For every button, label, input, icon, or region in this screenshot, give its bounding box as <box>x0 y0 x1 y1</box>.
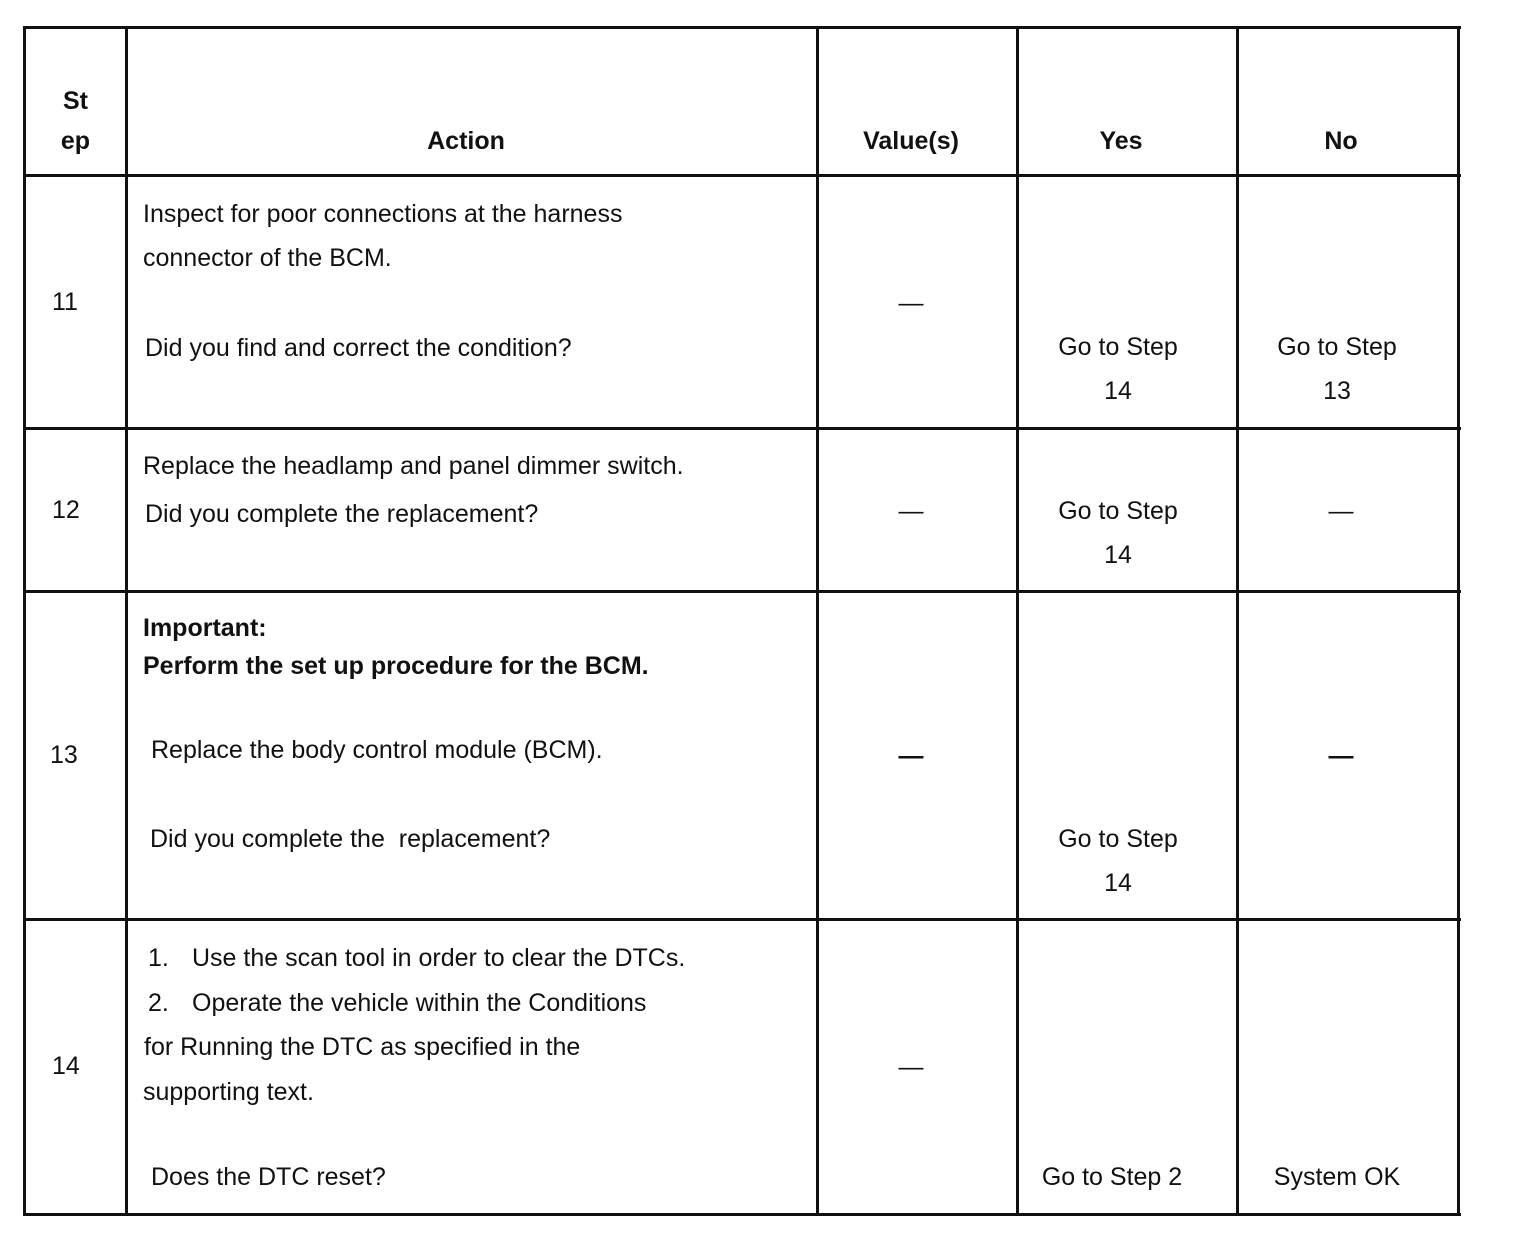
important-text: Perform the set up procedure for the BCM. <box>143 652 649 680</box>
header-row-divider <box>23 174 1461 177</box>
step-number: 12 <box>52 496 80 524</box>
list-item-number: 1. <box>148 944 169 972</box>
value-dash: — <box>898 289 924 317</box>
yes-result-line: 14 <box>1104 541 1132 569</box>
yes-result <box>1019 332 1217 406</box>
header-step-line1: St <box>63 87 88 115</box>
list-item-text: Use the scan tool in order to clear the DTCs. <box>192 944 686 972</box>
header-values: Value(s) <box>863 127 959 155</box>
action-text: Replace the headlamp and panel dimmer switch. <box>143 452 684 480</box>
yes-result <box>1019 824 1217 898</box>
header-no: No <box>1324 127 1358 155</box>
table-border-left <box>23 26 26 1216</box>
column-divider <box>125 26 128 1216</box>
action-question: Did you complete the replacement? <box>150 825 551 853</box>
column-divider <box>1236 26 1239 1216</box>
step-number: 14 <box>52 1052 80 1080</box>
value-dash: — <box>898 742 924 770</box>
action-text: connector of the BCM. <box>143 244 392 272</box>
table-border-right <box>1457 26 1460 1216</box>
row-divider <box>23 918 1461 921</box>
list-item-number: 2. <box>148 989 169 1017</box>
action-question: Did you complete the replacement? <box>145 500 539 528</box>
action-text: Inspect for poor connections at the harness <box>143 200 623 228</box>
header-action: Action <box>427 127 505 155</box>
table-border-bottom <box>23 1213 1461 1216</box>
action-text: Replace the body control module (BCM). <box>151 736 603 764</box>
yes-result: Go to Step 2 <box>1041 1163 1183 1191</box>
yes-result-line: 14 <box>1104 869 1132 897</box>
no-result <box>1239 332 1435 406</box>
header-yes: Yes <box>1099 127 1143 155</box>
yes-result-line: Go to Step <box>1058 825 1178 853</box>
action-question: Does the DTC reset? <box>151 1163 386 1191</box>
no-result: System OK <box>1273 1163 1401 1191</box>
step-number: 13 <box>50 741 78 769</box>
yes-result-line: Go to Step <box>1058 497 1178 525</box>
action-question: Did you find and correct the condition? <box>145 334 572 362</box>
important-label: Important: <box>143 614 267 642</box>
row-divider <box>23 427 1461 430</box>
action-text: for Running the DTC as specified in the <box>144 1033 581 1061</box>
no-result-line: 13 <box>1323 377 1351 405</box>
yes-result-line: Go to Step <box>1058 333 1178 361</box>
step-number: 11 <box>52 288 78 316</box>
header-step <box>26 86 125 156</box>
no-result: — <box>1328 497 1354 525</box>
yes-result <box>1019 496 1217 570</box>
action-text: supporting text. <box>143 1078 314 1106</box>
value-dash: — <box>898 1053 924 1081</box>
header-step-line2: ep <box>60 127 91 155</box>
value-dash: — <box>898 497 924 525</box>
no-result-line: Go to Step <box>1277 333 1397 361</box>
no-result: — <box>1328 742 1354 770</box>
table-border-top <box>23 26 1461 29</box>
row-divider <box>23 590 1461 593</box>
column-divider <box>1016 26 1019 1216</box>
column-divider <box>816 26 819 1216</box>
list-item-text: Operate the vehicle within the Conditions <box>192 989 647 1017</box>
yes-result-line: 14 <box>1104 377 1132 405</box>
